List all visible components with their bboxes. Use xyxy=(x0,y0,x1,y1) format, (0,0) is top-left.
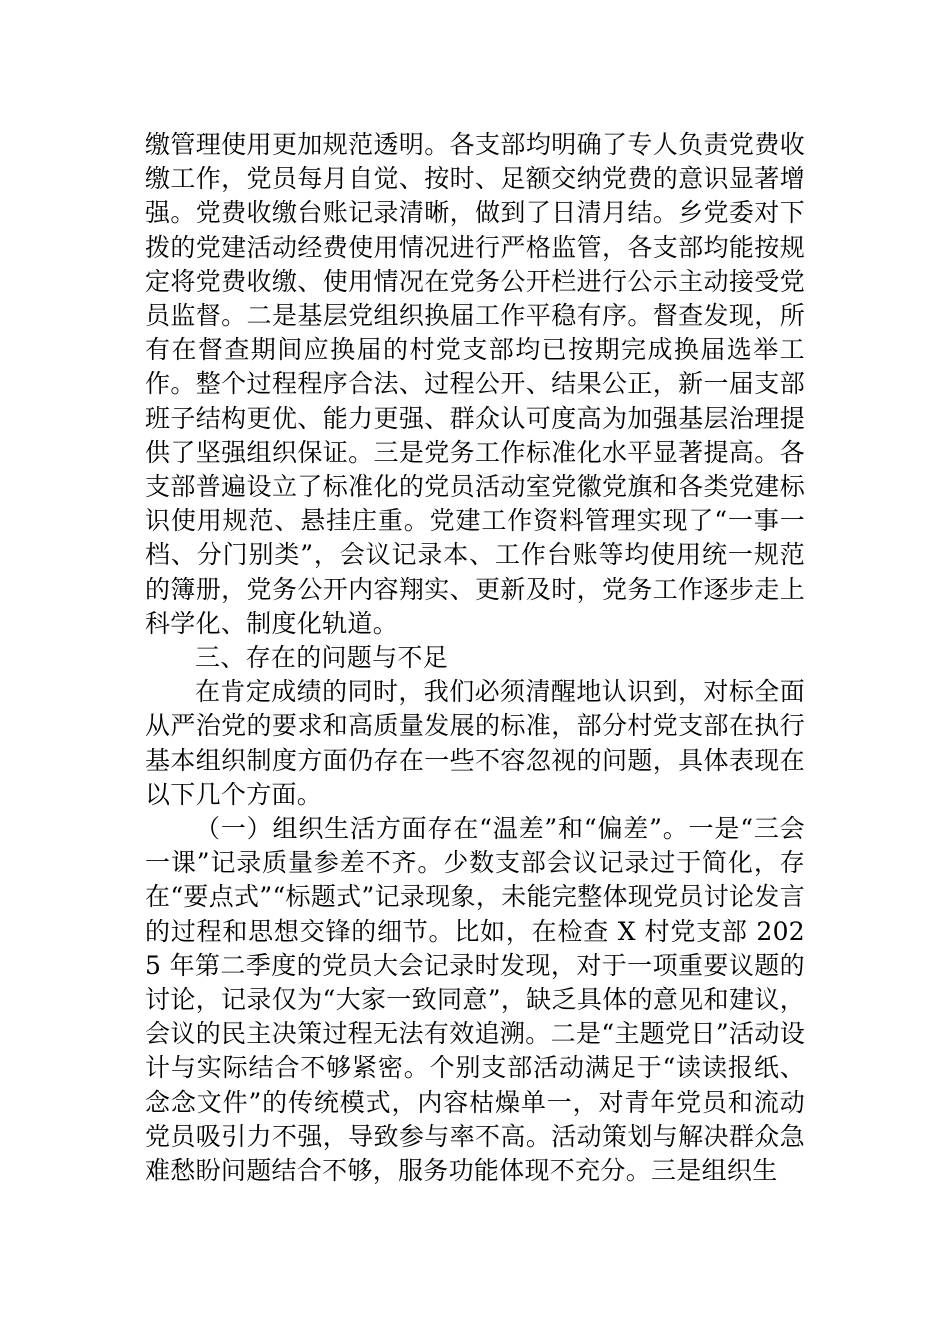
body-paragraph-continuation: 缴管理使用更加规范透明。各支部均明确了专人负责党费收缴工作，党员每月自觉、按时、足额交纳党费的意识显著增强。党费收缴台账记录清晰，做到了日清月结。乡党委对下拨的党建活动经费使用情况进行严格监管，各支部均能按规定将党费收缴、使用情况在党务公开栏进行公示主动接受党员监督。二是基层党组织换届工作平稳有序。督查发现，所有在督查期间应换届的村党支部均已按期完成换届选举工作。整个过程程序合法、过程公开、结果公正，新一届支部班子结构更优、能力更强、群众认可度高为加强基层治理提供了坚强组织保证。三是党务工作标准化水平显著提高。各支部普遍设立了标准化的党员活动室党徽党旗和各类党建标识使用规范、悬挂庄重。党建工作资料管理实现了“一事一档、分门别类”，会议记录本、工作台账等均使用统一规范的簿册，党务公开内容翔实、更新及时，党务工作逐步走上科学化、制度化轨道。 xyxy=(145,130,805,638)
document-page xyxy=(145,128,805,1188)
body-paragraph-subsection-1: （一）组织生活方面存在“温差”和“偏差”。一是“三会一课”记录质量参差不齐。少数支部会议记录过于简化，存在“要点式”“标题式”记录现象，未能完整体现党员讨论发言的过程和思想交锋的细节。比如，在检查 X 村党支部 2025 年第二季度的党员大会记录时发现，对于一项重要议题的讨论，记录仅为“大家一致同意”，缺乏具体的意见和建议，会议的民主决策过程无法有效追溯。二是“主题党日”活动设计与实际结合不够紧密。个别支部活动满足于“读读报纸、念念文件”的传统模式，内容枯燥单一，对青年党员和流动党员吸引力不强，导致参与率不高。活动策划与解决群众急难愁盼问题结合不够，服务功能体现不充分。三是组织生 xyxy=(145,814,805,1186)
section-heading: 三、存在的问题与不足 xyxy=(195,643,449,673)
body-paragraph-intro: 在肯定成绩的同时，我们必须清醒地认识到，对标全面从严治党的要求和高质量发展的标准，部分村党支部在执行基本组织制度方面仍存在一些不容忽视的问题，具体表现在以下几个方面。 xyxy=(145,677,805,809)
